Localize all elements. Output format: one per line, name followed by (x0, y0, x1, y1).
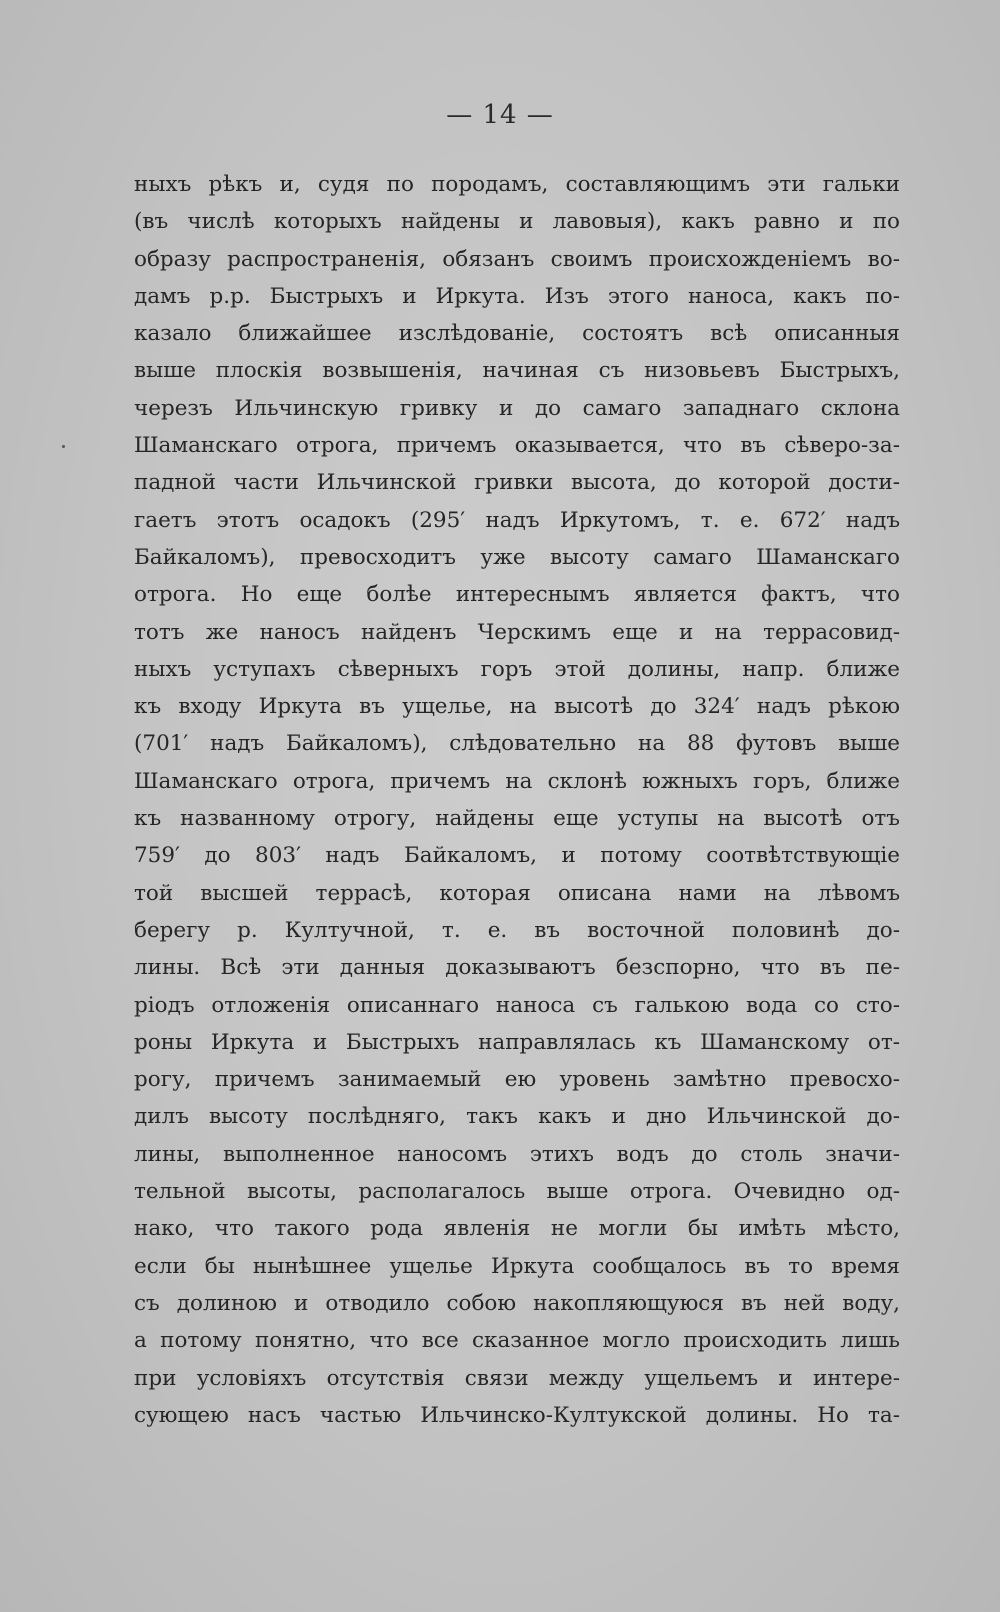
body-text (134, 166, 900, 1434)
text-line: ныхъ уступахъ сѣверныхъ горъ этой долины, напр. ближе (134, 656, 900, 682)
text-line: Шаманскаго отрога, причемъ оказывается, что въ сѣверо-за- (134, 433, 900, 459)
text-line: 759′ до 803′ надъ Байкаломъ, и потому соотвѣтствующіе (134, 843, 900, 869)
text-line: а потому понятно, что все сказанное могло происходить лишь (134, 1328, 900, 1354)
text-line: если бы нынѣшнее ущелье Иркута сообщалось въ то время (134, 1253, 900, 1279)
text-line: къ названному отрогу, найдены еще уступы на высотѣ отъ (134, 806, 900, 832)
text-line: роны Иркута и Быстрыхъ направлялась къ Шаманскому от- (134, 1029, 900, 1055)
text-line: берегу р. Култучной, т. е. въ восточной половинѣ до- (134, 917, 900, 943)
text-line: къ входу Иркута въ ущелье, на высотѣ до 324′ надъ рѣкою (134, 694, 900, 720)
text-line: рогу, причемъ занимаемый ею уровень замѣтно превосхо- (134, 1067, 900, 1093)
text-line: при условіяхъ отсутствія связи между ущельемъ и интере- (134, 1365, 900, 1391)
text-line: той высшей террасѣ, которая описана нами на лѣвомъ (134, 880, 900, 906)
text-line: (въ числѣ которыхъ найдены и лавовыя), какъ равно и по (134, 209, 900, 235)
text-line: гаетъ этотъ осадокъ (295′ надъ Иркутомъ, т. е. 672′ надъ (134, 507, 900, 533)
text-line: лины. Всѣ эти данныя доказываютъ безспорно, что въ пе- (134, 955, 900, 981)
text-line: выше плоскія возвышенія, начиная съ низовьевъ Быстрыхъ, (134, 358, 900, 384)
text-line: отрога. Но еще болѣе интереснымъ является фактъ, что (134, 582, 900, 608)
text-line: падной части Ильчинской гривки высота, до которой дости- (134, 470, 900, 496)
text-line: ныхъ рѣкъ и, судя по породамъ, составляющимъ эти гальки (134, 172, 900, 197)
page-number: — 14 — (446, 100, 554, 130)
text-line: дамъ р.р. Быстрыхъ и Иркута. Изъ этого наноса, какъ по- (134, 283, 900, 309)
text-line: (701′ надъ Байкаломъ), слѣдовательно на 88 футовъ выше (134, 731, 900, 757)
text-line: лины, выполненное наносомъ этихъ водъ до столь значи- (134, 1141, 900, 1167)
text-line: Байкаломъ), превосходитъ уже высоту самаго Шаманскаго (134, 544, 900, 570)
text-line: образу распространенія, обязанъ своимъ происхожденіемъ во- (134, 246, 900, 272)
text-line: нако, что такого рода явленія не могли бы имѣть мѣсто, (134, 1216, 900, 1242)
text-line: дилъ высоту послѣдняго, такъ какъ и дно Ильчинской до- (134, 1104, 900, 1130)
text-line: Шаманскаго отрога, причемъ на склонѣ южныхъ горъ, ближе (134, 768, 900, 794)
text-line: сующею насъ частью Ильчинско-Култукской долины. Но та- (134, 1402, 900, 1428)
text-line: ріодъ отложенія описаннаго наноса съ галькою вода со сто- (134, 992, 900, 1018)
text-line: казало ближайшее изслѣдованіе, состоятъ всѣ описанныя (134, 321, 900, 347)
paper-speck (62, 445, 65, 448)
text-line: черезъ Ильчинскую гривку и до самаго западнаго склона (134, 395, 900, 421)
text-line: тельной высоты, располагалось выше отрога. Очевидно од- (134, 1179, 900, 1205)
text-line: тотъ же наносъ найденъ Черскимъ еще и на террасовид- (134, 619, 900, 645)
text-line: съ долиною и отводило собою накопляющуюся въ ней воду, (134, 1290, 900, 1316)
